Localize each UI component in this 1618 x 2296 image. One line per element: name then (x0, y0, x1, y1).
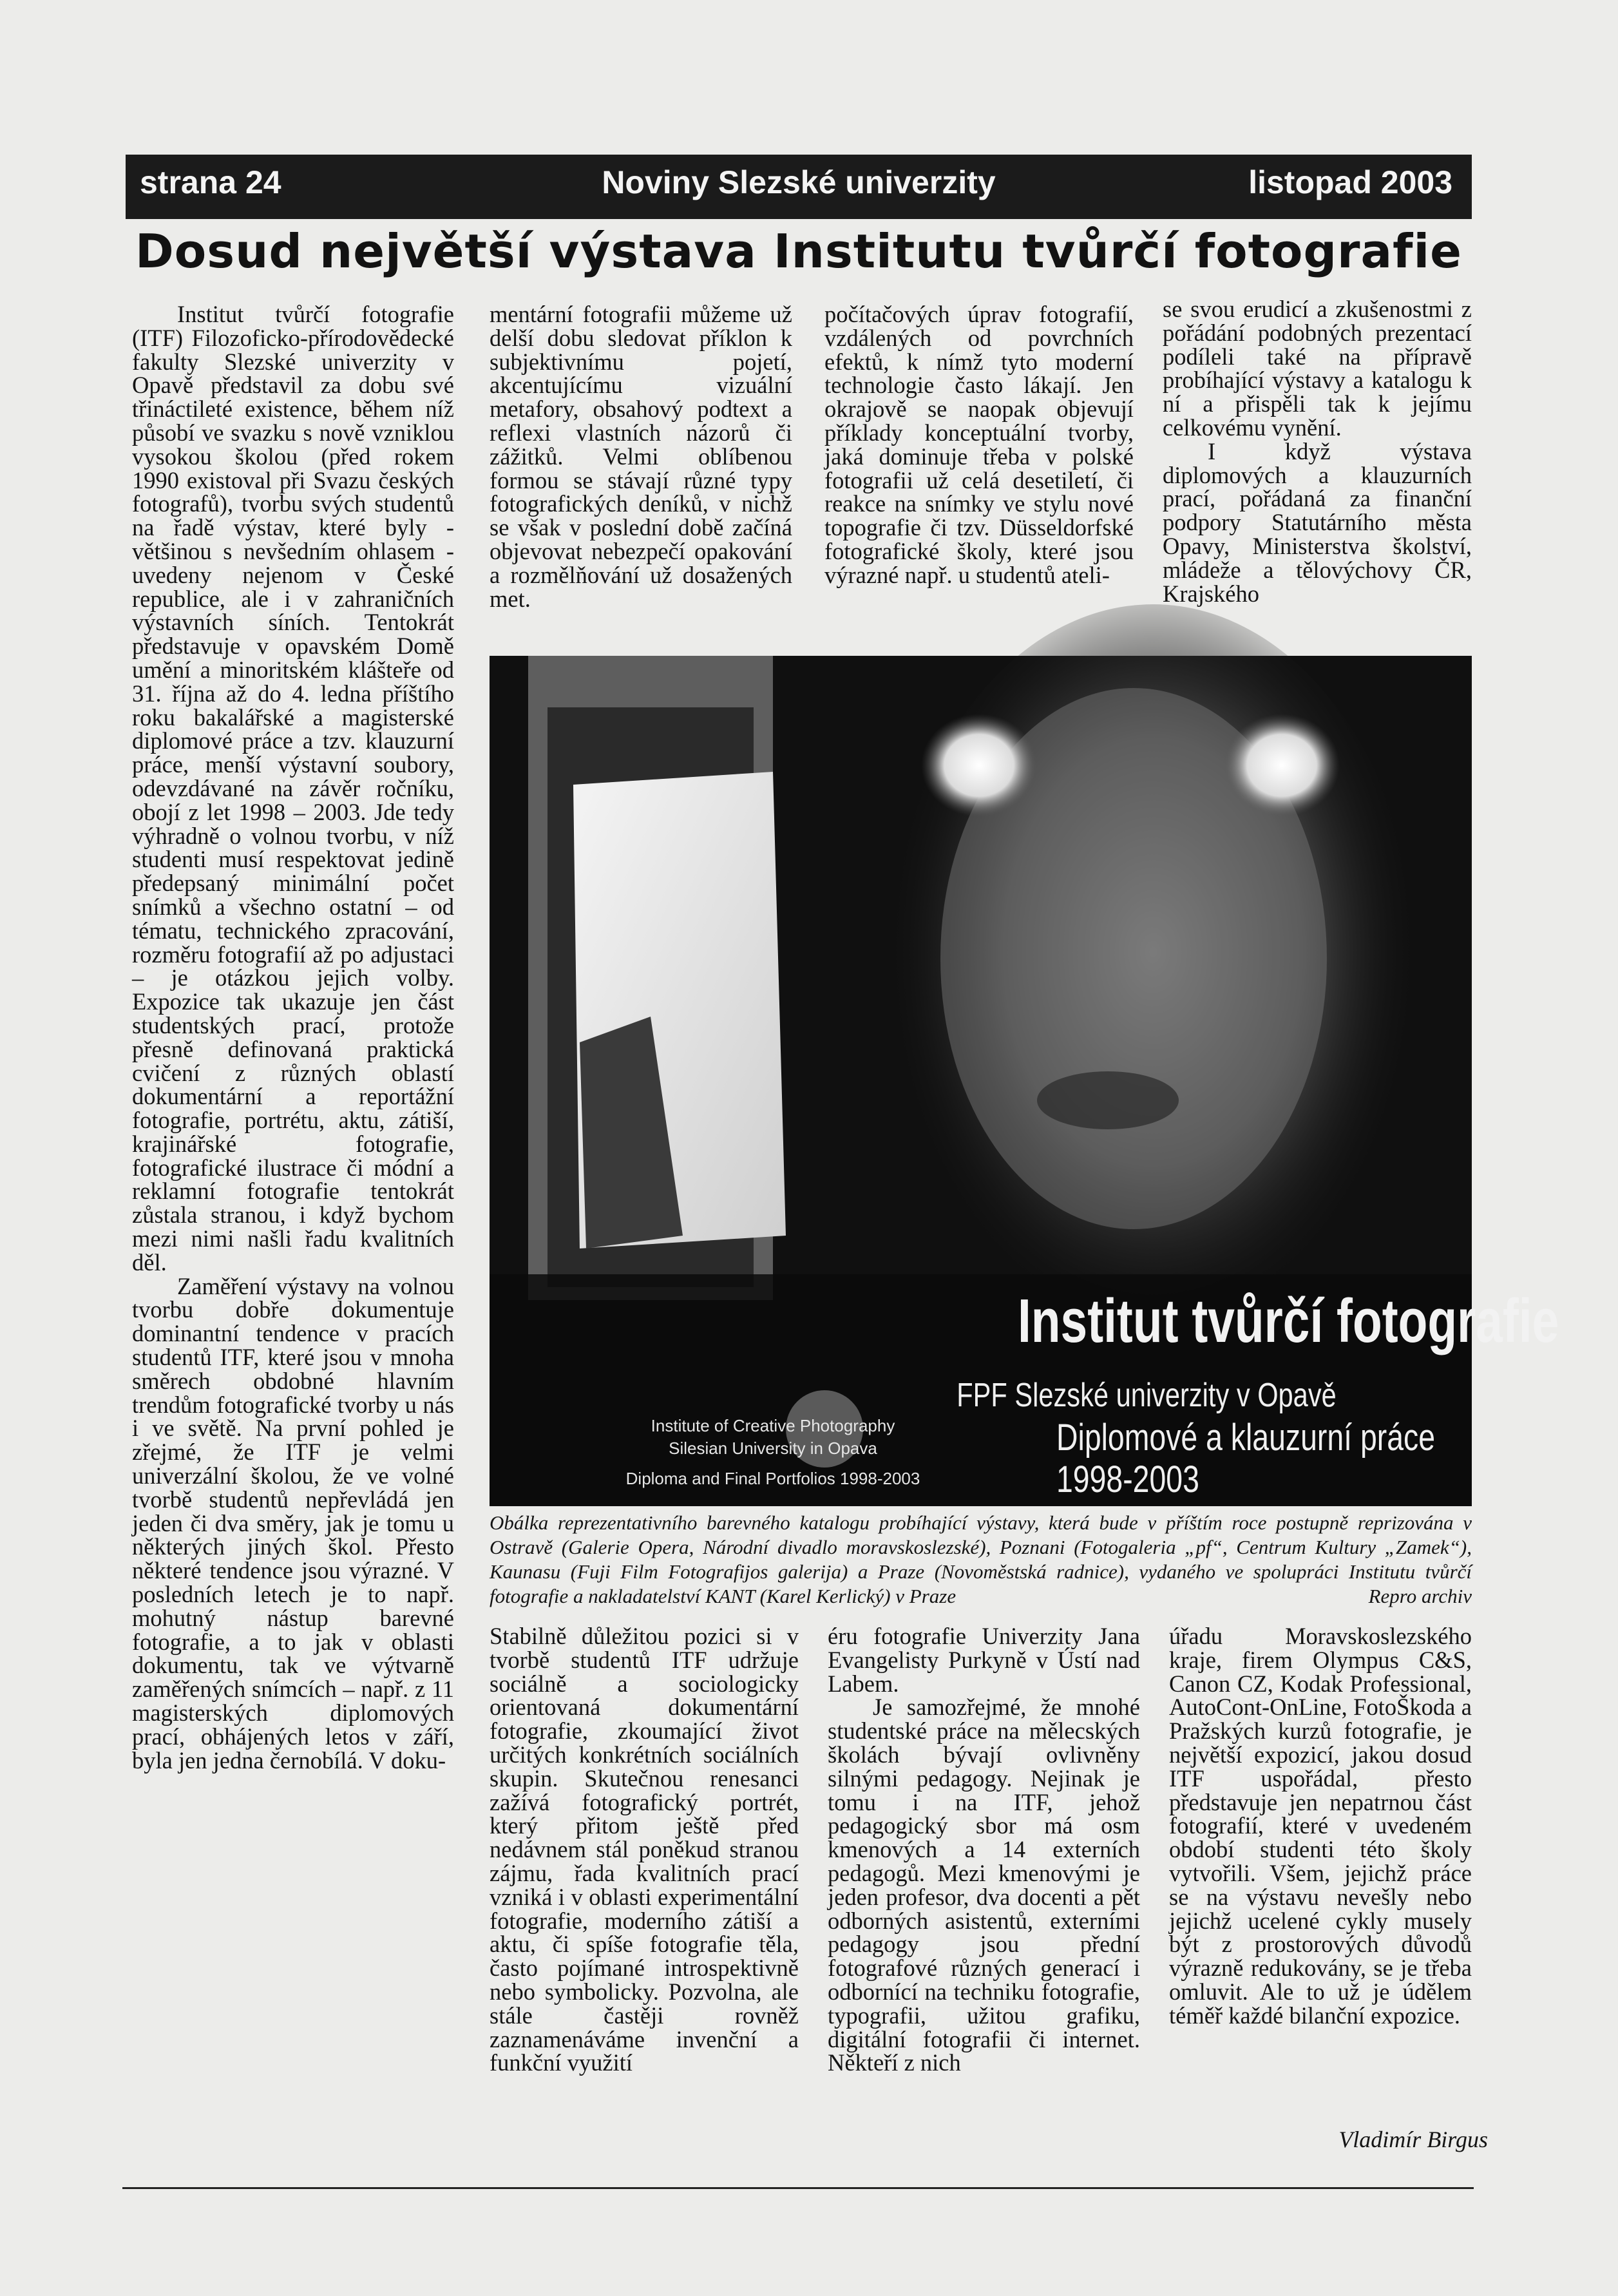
paragraph: éru fotografie Univerzity Jana Evangelisty Purkyně v Ústí nad Labem. (828, 1623, 1140, 1697)
paragraph: se svou erudicí a zkušenostmi z pořádání podobných prezentací podíleli také na přípravě probíhající výstavy a katalogu k ní a přispěli tak k jejímu celkovému vynění. (1163, 296, 1472, 441)
paragraph: úřadu Moravskoslezského kraje, firem Olympus C&S, Canon CZ, Kodak Professional, AutoCont-OnLine, FotoŠkoda a Pražských kurzů fotografie, je největší expozicí, jakou dosud ITF uspořádal, přesto představuje jen nepatrnou část fotografií, které v uvedeném období studenti této školy vytvořili. Všem, jejichž práce se na výstavu nevešly nebo jejichž ucelené cykly musely být z prostorových důvodů výrazně redukovány, se je třeba omluvit. Ale to už je údělem téměř každé bilanční expozice. (1169, 1623, 1472, 2029)
article-column-2-bottom (490, 1625, 799, 2075)
issue-date: listopad 2003 (1248, 164, 1452, 200)
page-header-bar (126, 155, 1472, 219)
catalogue-cover-photo (490, 656, 1559, 1506)
cover-small-line-3: Diploma and Final Portfolios 1998-2003 (625, 1469, 920, 1488)
paragraph: Zaměření výstavy na volnou tvorbu dobře dokumentuje dominantní tendence v pracích studentů ITF, které jsou v mnoha směrech obdobné hlavním trendům fotografické tvorby u nás i ve světě. Na první pohled je zřejmé, že ITF je velmi univerzální školou, že ve volné tvorbě studentů nepřevládá jen jeden či dva směry, jak je tomu u některých jiných škol. Přesto některé tendence jsou výrazné. V posledních letech je to např. mohutný nástup barevné fotografie, a to jak v oblasti dokumentu, tak ve výtvarně zaměřených snímcích – např. z 11 magisterských diplomových prací, obhájených letos v září, byla jen jedna černobílá. V doku- (132, 1272, 454, 1774)
cover-small-line-2: Silesian University in Opava (669, 1439, 877, 1458)
article-headline: Dosud největší výstava Institutu tvůrčí fotografie (135, 224, 1462, 278)
paragraph: počítačových úprav fotografií, vzdálených od povrchních efektů, k nímž tyto moderní technologie často lákají. Jen okrajově se naopak objevují příklady konceptuální tvorby, jaká dominuje třeba v polské fotografii už celá desetiletí, či reakce na snímky ve stylu nové topografie či tzv. Düsseldorfské fotografické školy, které jsou výrazné např. u studentů ateli- (824, 301, 1134, 588)
cover-small-line-1: Institute of Creative Photography (651, 1416, 895, 1435)
cover-title: Institut tvůrčí fotografie (1018, 1287, 1559, 1355)
paragraph: Institut tvůrčí fotografie (ITF) Filozoficko-přírodovědecké fakulty Slezské univerzity v Opavě představil za dobu své třináctileté existence, během níž působí ve svazku s nově vzniklou vysokou školou (před rokem 1990 existoval při Svazu českých fotografů), tvorbu svých studentů na řadě výstav, které byly - většinou s nevšedním ohlasem - uvedeny nejenom v České republice, ale i v zahraničních výstavních síních. Tentokrát představuje v opavském Domě umění a minoritském klášteře od 31. října až do 4. ledna příštího roku bakalářské a magisterské diplomové práce a tzv. klauzurní práce, menší výstavní soubory, odevzdávané na závěr ročníku, obojí z let 1998 – 2003. Jde tedy výhradně o volnou tvorbu, v níž studenti musí respektovat jedině předepsaný minimální počet snímků a všechno ostatní – od tématu, technického zpracování, rozměru fotografií až po adjustaci – je otázkou jejich volby. Expozice tak ukazuje jen část studentských prací, protože přesně definovaná praktická cvičení z různých oblastí dokumentární a reportážní fotografie, portrétu, aktu, zátiší, krajinářské fotografie, fotografické ilustrace či módní a reklamní fotografie tentokrát zůstala stranou, i když bychom mezi nimi našli řadu kvalitních děl. (132, 301, 454, 1276)
paragraph: Stabilně důležitou pozici si v tvorbě studentů ITF udržuje sociálně a sociologicky orientovaná dokumentární fotografie, zkoumající život určitých konkrétních sociálních skupin. Skutečnou renesanci zažívá fotografický portrét, který přitom ještě před nedávnem stál poněkud stranou zájmu, řada kvalitních prací vzniká i v oblasti experimentální fotografie, moderního zátiší a aktu, či spíše fotografie těla, často pojímané introspektivně nebo symbolicky. Pozvolna, ale stále častěji rovněž zaznamenáváme invenční a funkční využití (490, 1623, 799, 2076)
article-column-3-bottom (828, 1625, 1140, 2075)
paragraph: Je samozřejmé, že mnohé studentské práce na mělecských školách bývají ovlivněny silnými pedagogy. Nejinak je tomu i na ITF, jehož pedagogický sbor má osm kmenových a 14 externích pedagogů. Mezi kmenovými je jeden profesor, dva docenti a pět odborných asistentů, externími pedagogy jsou přední fotografové různých generací i odbornící na techniku fotografie, typografii, užitou grafiku, digitální fotografii či internet. Někteří z nich (828, 1694, 1140, 2076)
page-number: strana 24 (140, 164, 281, 200)
article-column-4-bottom (1169, 1625, 1472, 2028)
article-column-3-top (824, 303, 1134, 588)
article-column-2-top (490, 303, 792, 611)
publication-name: Noviny Slezské univerzity (602, 164, 996, 200)
article-column-4-top (1163, 298, 1472, 606)
cover-years: 1998-2003 (1056, 1459, 1199, 1500)
photo-credit: Repro archiv (1368, 1585, 1472, 1607)
paragraph: I když výstava diplomových a klauzurních prací, pořádaná za finanční podpory Statutárního města Opavy, Ministerstva školství, mládeže a tělovýchovy ČR, Krajského (1163, 437, 1472, 607)
photo-caption (490, 1511, 1472, 1609)
caption-text: Obálka reprezentativního barevného katalogu probíhající výstavy, která bude v příštím roce postupně reprizována v Ostravě (Galerie Opera, Národní divadlo moravskoslezské), Poznani (Fotogaleria „pf“, Centrum Kultury „Zamek“), Kaunasu (Fuji Film Fotografijos galerija) a Praze (Novoměstská radnice), vydaného ve spolupráci Institutu tvůrčí fotografie a nakladatelství KANT (Karel Kerlický) v Praze (490, 1511, 1472, 1607)
article-author: Vladimír Birgus (1338, 2127, 1488, 2152)
paragraph: mentární fotografii můžeme už delší dobu sledovat příklon k subjektivnímu pojetí, akcentujícímu vizuální metafory, obsahový podtext a reflexi vlastních názorů či zážitků. Velmi oblíbenou formou se stávají různé typy fotografických deníků, v nichž se však v poslední době začíná objevovat nebezpečí opakování a rozmělňování už dosažených met. (490, 301, 792, 612)
cover-subtitle: FPF Slezské univerzity v Opavě (957, 1377, 1337, 1414)
article-column-1 (132, 303, 454, 2158)
cover-diploma-label: Diplomové a klauzurní práce (1056, 1417, 1436, 1459)
